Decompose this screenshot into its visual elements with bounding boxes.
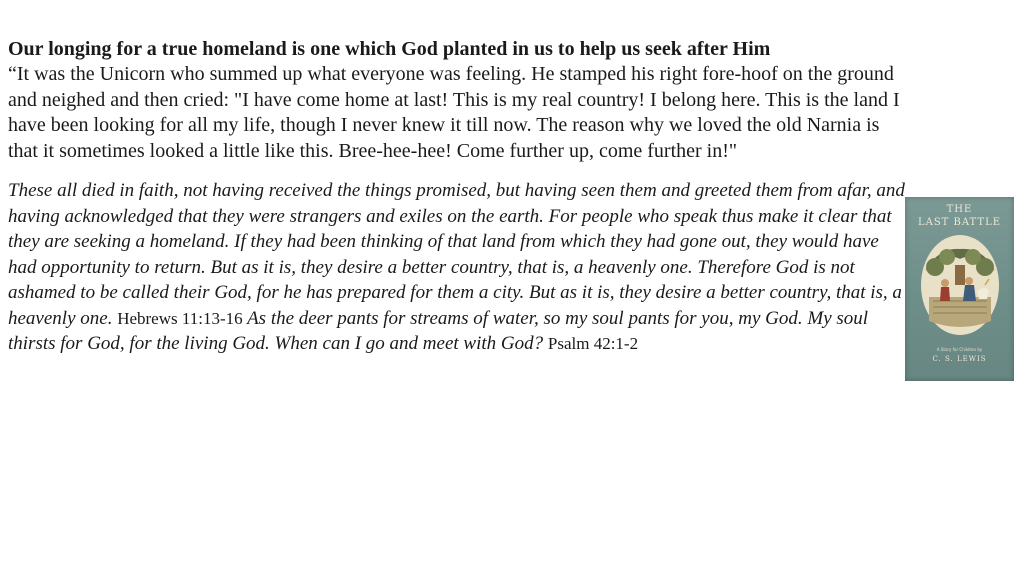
- hebrews-text: These all died in faith, not having received the things promised, but having seen them and greeted them from afar, and having acknowledged that they were strangers and exiles on the earth. For people who speak thus make it clear that they are seeking a homeland. If they had been thinking of that land from which they had gone out, they would have had opportunity to return. But as it is, they desire a better country, that is, a heavenly one. Therefore God is not ashamed to be called their God, for he has prepared for them a city. But as it is, they desire a better country, that is, a heavenly one.: [8, 180, 905, 329]
- slide-heading: Our longing for a true homeland is one which God planted in us to help us seek after Him: [8, 38, 771, 60]
- psalm-reference: Psalm 42:1-2: [547, 334, 639, 353]
- scripture-passage: [8, 178, 906, 357]
- book-cover-author: C. S. LEWIS: [932, 355, 987, 363]
- hebrews-reference: Hebrews 11:13-16: [117, 308, 243, 328]
- book-cover-subtitle: A Story for Children by: [936, 347, 983, 352]
- narnia-quote: “It was the Unicorn who summed up what everyone was feeling. He stamped his right fore-hoof on the ground and neighed and then cried: "I have come home at last! This is my real country! I belong here. This is the land I have been looking for all my life, though I never knew it till now. The reason why we loved the old Narnia is that it sometimes looked a little like this. Bree-hee-hee! Come further up, come further in!": [8, 63, 900, 162]
- book-cover-illustration: [919, 235, 1001, 339]
- book-cover-image: [905, 197, 1014, 381]
- book-cover-title-line2: LAST BATTLE: [917, 217, 1002, 228]
- text-block: [8, 36, 906, 357]
- book-cover-title-line1: THE: [946, 204, 973, 215]
- psalm-text: As the deer pants for streams of water, so my soul pants for you, my God. My soul thirsts for God, for the living God. When can I go and meet with God?: [8, 307, 869, 354]
- book-cover-title: [905, 203, 1014, 229]
